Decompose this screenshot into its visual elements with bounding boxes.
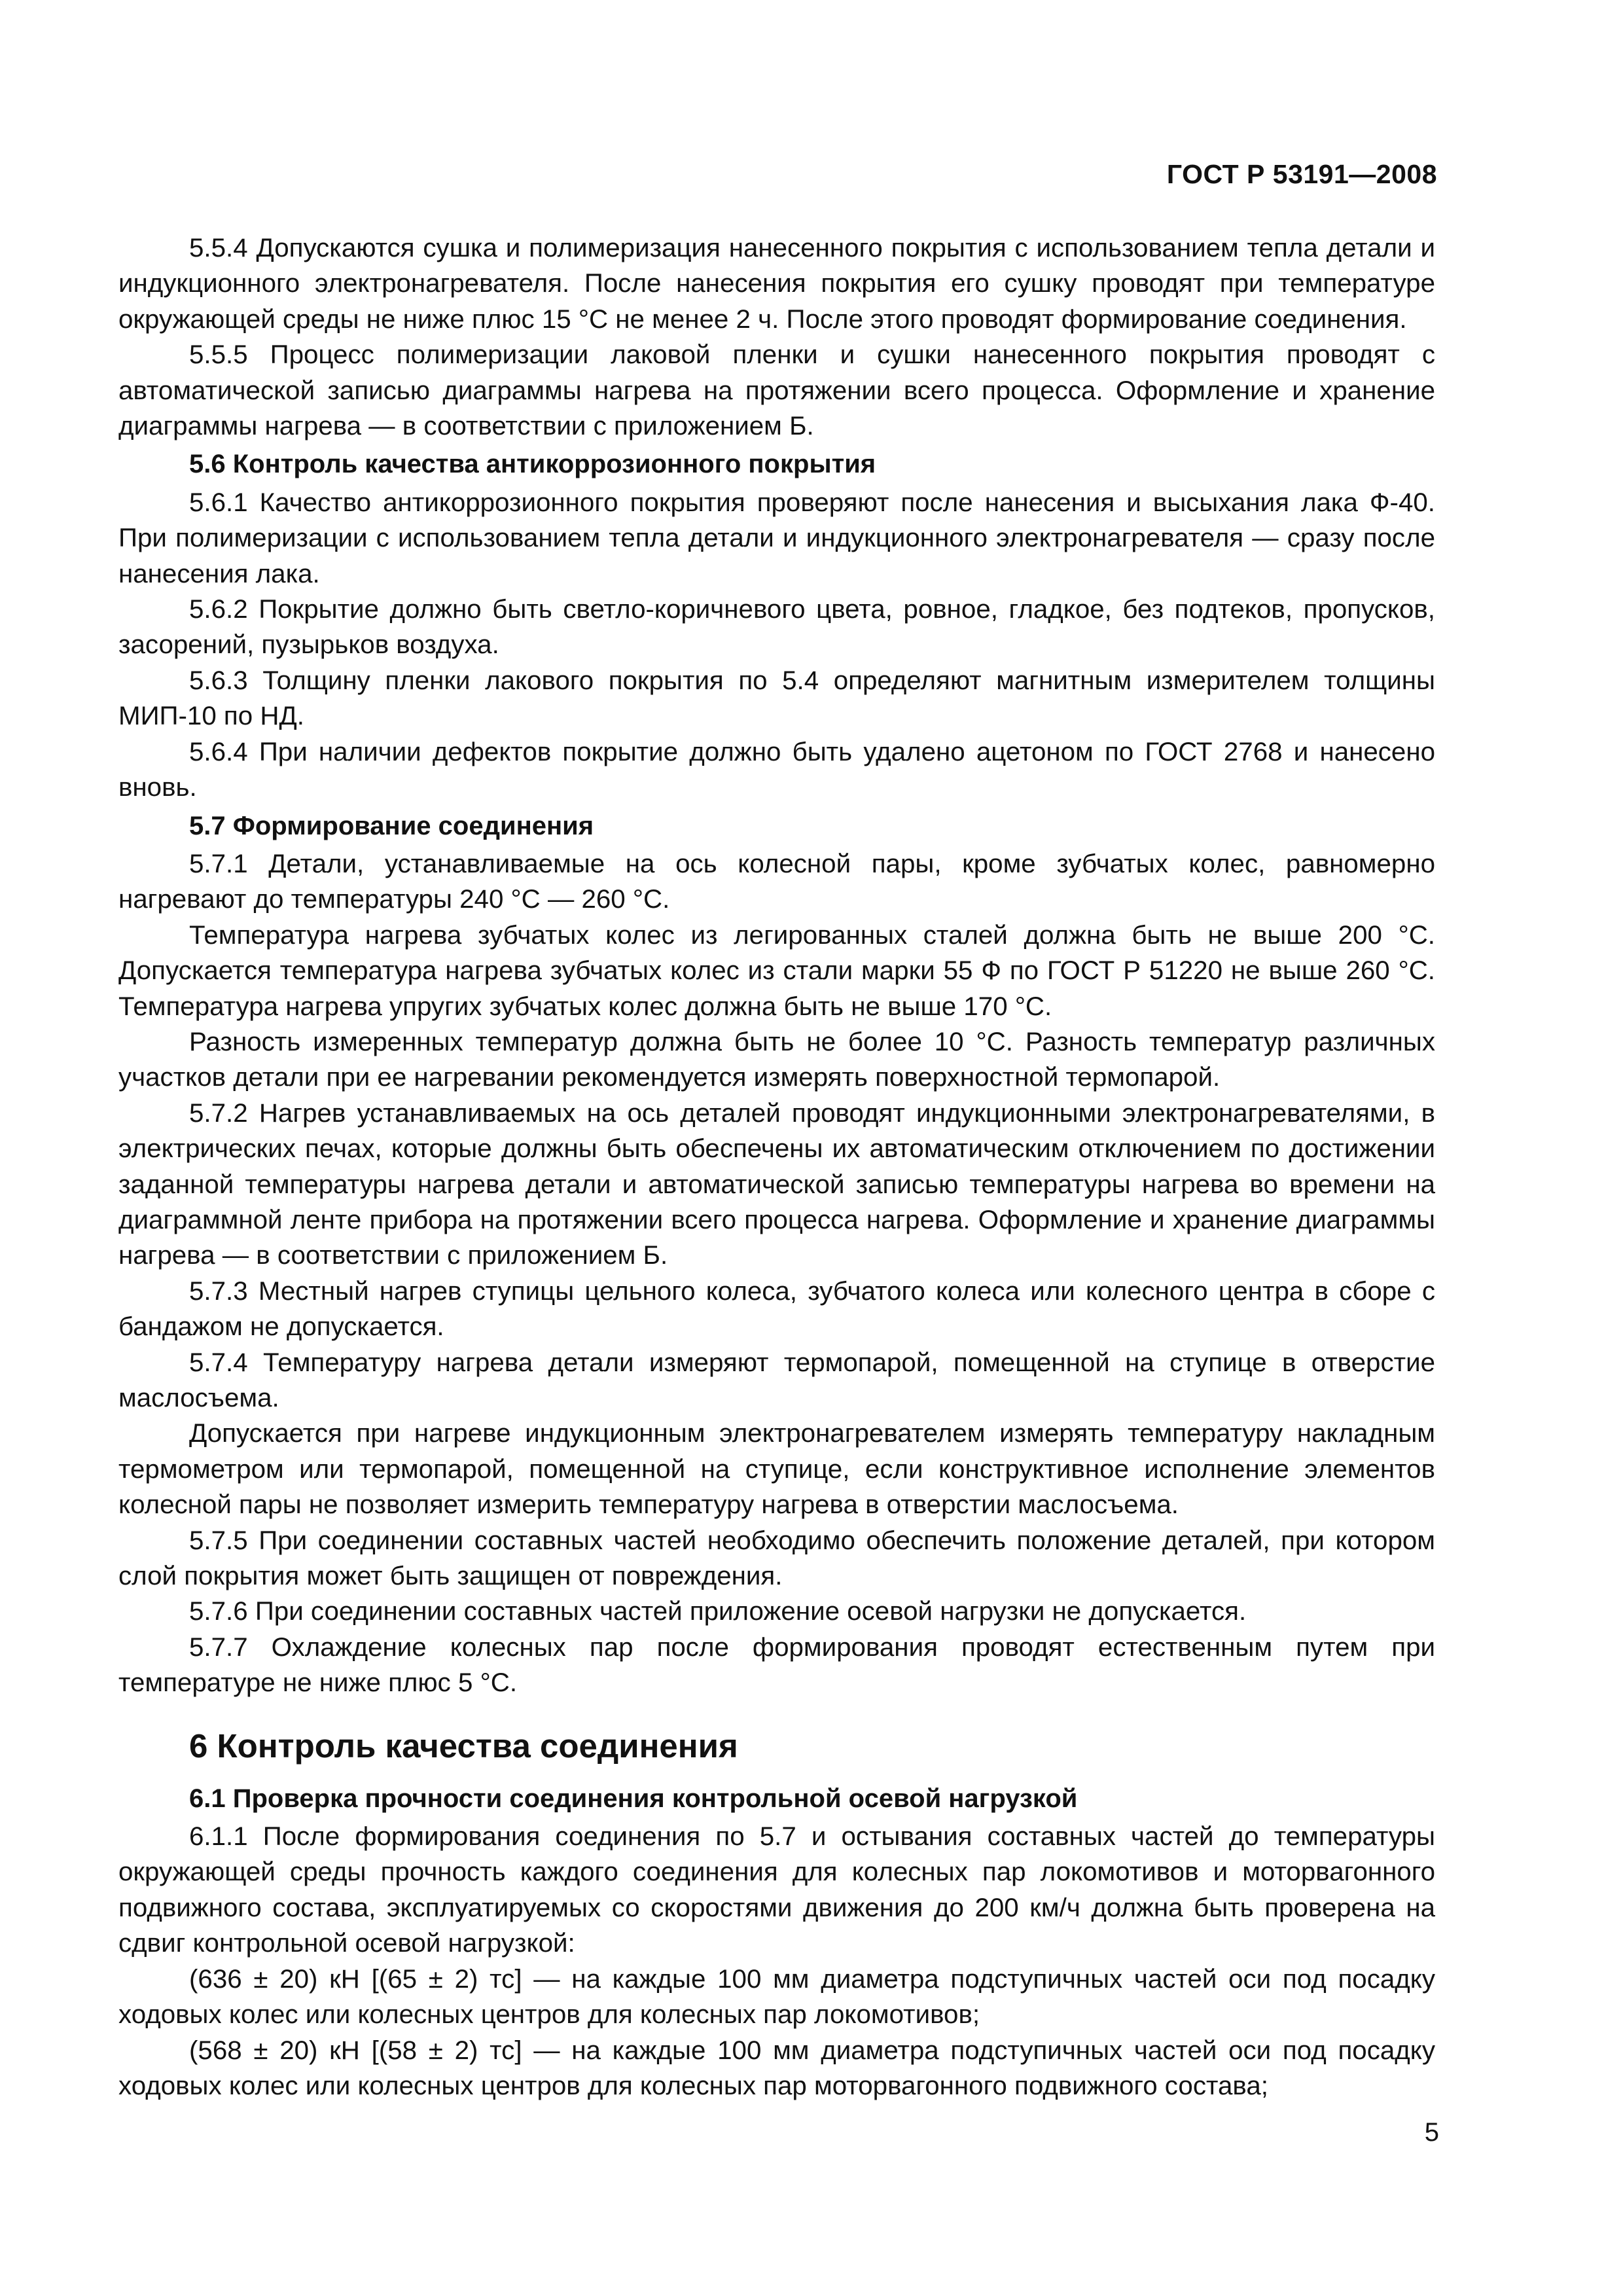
paragraph: 5.5.4 Допускаются сушка и полимеризация нанесенного покрытия с использованием тепла детали и индукционного электронагревателя. После нанесения покрытия его сушку проводят при температуре окружающей среды не ниже плюс 15 °С не менее 2 ч. После этого проводят формирование соединения. bbox=[118, 233, 1435, 334]
paragraph: 5.7.1 Детали, устанавливаемые на ось колесной пары, кроме зубчатых колес, равномерно нагревают до температуры 240 °С — 260 °С. bbox=[118, 848, 1435, 914]
paragraph: Разность измеренных температур должна быть не более 10 °С. Разность температур различных участков детали при ее нагревании рекомендуется измерять поверхностной термопарой. bbox=[118, 1026, 1435, 1092]
paragraph: Допускается при нагреве индукционным электронагревателем измерять температуру накладным термометром или термопарой, помещенной на ступице, если конструктивное исполнение элементов колесной пары не позволяет измерить температуру нагрева в отверстии маслосъема. bbox=[118, 1418, 1435, 1520]
paragraph: (568 ± 20) кН [(58 ± 2) тс] — на каждые 100 мм диаметра подступичных частей оси под посадку ходовых колес или колесных центров для колесных пар моторвагонного подвижного состава; bbox=[118, 2035, 1435, 2100]
paragraph: 5.6.3 Толщину пленки лакового покрытия по 5.4 определяют магнитным измерителем толщины МИП-10 по НД. bbox=[118, 665, 1435, 731]
paragraph: 5.7.6 При соединении составных частей приложение осевой нагрузки не допускается. bbox=[189, 1596, 1247, 1626]
section-heading: 6 Контроль качества соединения bbox=[189, 1727, 738, 1765]
paragraph: 5.6.1 Качество антикоррозионного покрытия проверяют после нанесения и высыхания лака Ф-40. При полимеризации с использованием тепла детали и индукционного электронагревателя — сразу после нанесения лака. bbox=[118, 487, 1435, 588]
paragraph: 5.6.4 При наличии дефектов покрытие должно быть удалено ацетоном по ГОСТ 2768 и нанесено вновь. bbox=[118, 736, 1435, 802]
subsection-heading: 5.7 Формирование соединения bbox=[189, 811, 594, 840]
paragraph: 5.6.2 Покрытие должно быть светло-коричневого цвета, ровное, гладкое, без подтеков, пропусков, засорений, пузырьков воздуха. bbox=[118, 594, 1435, 660]
document-body bbox=[118, 230, 1435, 2104]
paragraph: 5.7.7 Охлаждение колесных пар после формирования проводят естественным путем при температуре не ниже плюс 5 °С. bbox=[118, 1632, 1435, 1698]
paragraph: (636 ± 20) кН [(65 ± 2) тс] — на каждые 100 мм диаметра подступичных частей оси под посадку ходовых колес или колесных центров для колесных пар локомотивов; bbox=[118, 1964, 1435, 2030]
paragraph: Температура нагрева зубчатых колес из легированных сталей должна быть не выше 200 °С. Допускается температура нагрева зубчатых колес из стали марки 55 Ф по ГОСТ Р 51220 не выше 260 °С. Температура нагрева упругих зубчатых колес должна быть не выше 170 °С. bbox=[118, 920, 1435, 1021]
document-code: ГОСТ Р 53191—2008 bbox=[1166, 159, 1437, 189]
subsection-heading: 6.1 Проверка прочности соединения контрольной осевой нагрузкой bbox=[189, 1784, 1078, 1813]
paragraph: 6.1.1 После формирования соединения по 5.7 и остывания составных частей до температуры окружающей среды прочность каждого соединения для колесных пар локомотивов и моторвагонного подвижного состава, эксплуатируемых со скоростями движения до 200 км/ч должна быть проверена на сдвиг контрольной осевой нагрузкой: bbox=[118, 1821, 1435, 1958]
paragraph: 5.5.5 Процесс полимеризации лаковой пленки и сушки нанесенного покрытия проводят с автоматической записью диаграммы нагрева на протяжении всего процесса. Оформление и хранение диаграммы нагрева — в соответствии с приложением Б. bbox=[118, 340, 1435, 441]
paragraph: 5.7.3 Местный нагрев ступицы цельного колеса, зубчатого колеса или колесного центра в сборе с бандажом не допускается. bbox=[118, 1276, 1435, 1342]
paragraph: 5.7.5 При соединении составных частей необходимо обеспечить положение деталей, при котором слой покрытия может быть защищен от повреждения. bbox=[118, 1525, 1435, 1591]
subsection-heading: 5.6 Контроль качества антикоррозионного покрытия bbox=[189, 450, 876, 479]
paragraph: 5.7.2 Нагрев устанавливаемых на ось деталей проводят индукционными электронагревателями, в электрических печах, которые должны быть обеспечены их автоматическим отключением по достижении заданной температуры нагрева детали и автоматической записью температуры нагрева во времени на диаграммной ленте прибора на протяжении всего процесса нагрева. Оформление и хранение диаграммы нагрева — в соответствии с приложением Б. bbox=[118, 1098, 1435, 1270]
paragraph: 5.7.4 Температуру нагрева детали измеряют термопарой, помещенной на ступице в отверстие маслосъема. bbox=[118, 1347, 1435, 1412]
page-number: 5 bbox=[1424, 2118, 1439, 2147]
